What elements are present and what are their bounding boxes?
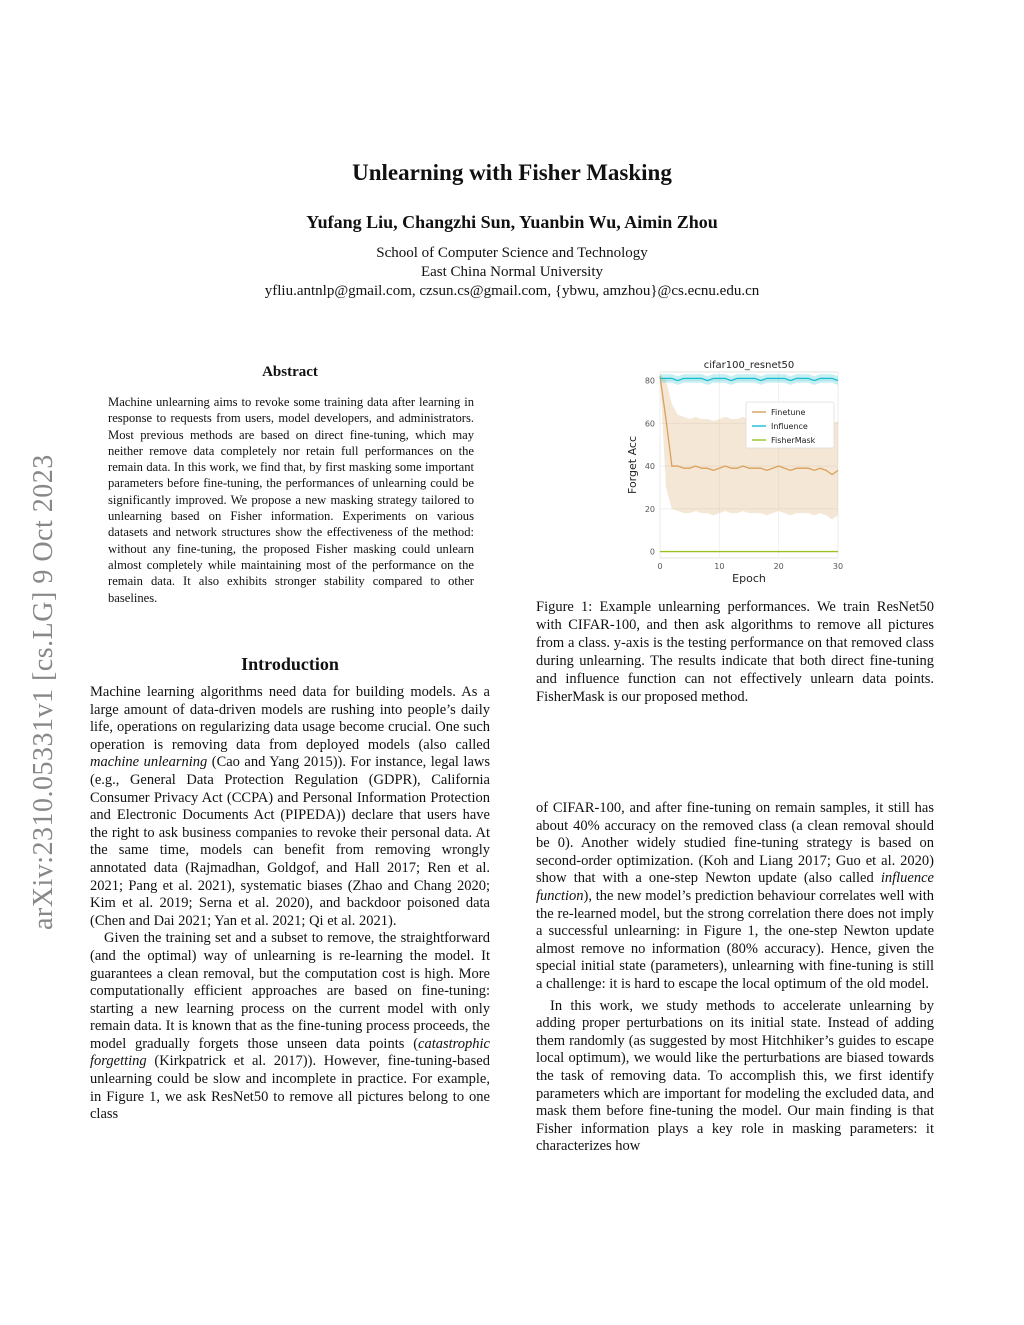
figure-1-caption: Figure 1: Example unlearning performances. We train ResNet50 with CIFAR-100, and then ask algorithms to remove all pictures from a class. y-axis is the testing performance on that removed class during unlearning. The results indicate that both direct fine-tuning and influence function can not effectively unlearn data points. FisherMask is our proposed method. — [536, 599, 934, 705]
abstract-heading: Abstract — [262, 364, 318, 380]
x-axis-label: Epoch — [732, 572, 766, 585]
arxiv-sidebar: arXiv:2310.05331v1 [cs.LG] 9 Oct 2023 — [28, 454, 59, 930]
right-column — [536, 800, 934, 1156]
legend-label-finetune: Finetune — [771, 408, 806, 417]
figure-1-chart — [616, 356, 846, 588]
intro-paragraph-4: In this work, we study methods to accelerate unlearning by adding proper perturbations on its initial state. Instead of adding them randomly (as suggested by most Hitchhiker’s guides to escape local optimum), we would like the perturbations are biased towards the task of removing data. To accomplish this, we first identify parameters which are important for modeling the excluded data, and mask them before fine-tuning the model. Our main finding is that Fisher information plays a key role in masking parameters: it characterizes how — [536, 997, 934, 1155]
affiliation-block — [0, 244, 1024, 301]
affiliation-line1: School of Computer Science and Technology — [376, 245, 648, 261]
legend-label-fishermask: FisherMask — [771, 436, 816, 445]
chart-title: cifar100_resnet50 — [703, 360, 795, 371]
introduction-heading: Introduction — [241, 654, 339, 674]
author-emails: yfliu.antnlp@gmail.com, czsun.cs@gmail.com, {ybwu, amzhou}@cs.ecnu.edu.cn — [264, 283, 760, 299]
paper-authors: Yufang Liu, Changzhi Sun, Yuanbin Wu, Aimin Zhou — [306, 212, 718, 232]
y-tick-label: 0 — [649, 547, 655, 557]
y-axis-label: Forget Acc — [626, 436, 639, 494]
x-tick-label: 20 — [773, 562, 784, 571]
y-tick-label: 80 — [644, 376, 655, 386]
legend-label-influence: Influence — [771, 422, 808, 431]
abstract-text: Machine unlearning aims to revoke some training data after learning in response to requests from users, model developers, and administrators. Most previous methods are based on direct fine-tuning, which may neither remove data completely nor retain full performances on the remain data. In this work, we find that, by first masking some important parameters before fine-tuning, the performances of unlearning could be significantly improved. We propose a new masking strategy tailored to unlearning based on Fisher information. Experiments on various datasets and network structures show the effectiveness of the method: without any fine-tuning, the proposed Fisher masking could unlearn almost completely while maintaining most of the performance on the remain data. It also exhibits stronger stability compared to other baselines. — [108, 395, 474, 605]
paper-title: Unlearning with Fisher Masking — [352, 160, 672, 185]
intro-paragraph-3: of CIFAR-100, and after fine-tuning on remain samples, it still has about 40% accuracy on the removed class (a clean removal should be 0). Another widely studied fine-tuning strategy is based on second-order optimization. (Koh and Liang 2017; Guo et al. 2020) show that with a one-step Newton update (also called influence function), the new model’s prediction behaviour correlates well with the re-learned model, but the strong correlation there does not imply a successful unlearning: in Figure 1, the one-step Newton update almost remove no information (80% accuracy). Hence, given the special initial state (parameters), unlearning with fine-tuning is still a challenge: it is hard to escape the local optimum of the old model. — [536, 800, 934, 992]
affiliation-line2: East China Normal University — [420, 264, 604, 280]
left-column — [90, 684, 490, 1124]
intro-paragraph-1: Machine learning algorithms need data for building models. As a large amount of data-driven models are rushing into people’s daily life, operations on regularizing data usage become crucial. One such operation is removing data from deployed models (also called machine unlearning (Cao and Yang 2015)). For instance, legal laws (e.g., General Data Protection Regulation (GDPR), California Consumer Privacy Act (CCPA) and Personal Information Protection and Electronic Documents Act (PIPEDA)) declare that users have the right to ask business companies to revoke their personal data. At the same time, models can benefit from removing wrongly annotated data (Rajmadhan, Goldgof, and Hall 2017; Ren et al. 2021; Pang et al. 2021), systematic biases (Zhao and Chang 2020; Kim et al. 2019; Serna et al. 2020), and backdoor poisoned data (Chen and Dai 2021; Yan et al. 2021; Qi et al. 2021). — [90, 684, 490, 929]
x-tick-label: 30 — [832, 562, 844, 571]
y-tick-label: 20 — [644, 504, 655, 514]
intro-paragraph-2: Given the training set and a subset to remove, the straightforward (and the optimal) way of unlearning is re-learning the model. It guarantees a clean removal, but the computation cost is high. More computationally efficient approaches are based on fine-tuning: starting a new learning process on the current model with only remain data. It is known that as the fine-tuning process proceeds, the model gradually forgets those unseen data points (catastrophic forgetting (Kirkpatrick et al. 2017)). However, fine-tuning-based unlearning could be slow and incomplete in practice. For example, in Figure 1, we ask ResNet50 to remove all pictures belong to one class — [90, 930, 490, 1123]
x-tick-label: 0 — [657, 562, 663, 571]
y-tick-label: 60 — [644, 419, 655, 429]
x-tick-label: 10 — [714, 562, 725, 571]
y-tick-label: 40 — [644, 462, 655, 472]
